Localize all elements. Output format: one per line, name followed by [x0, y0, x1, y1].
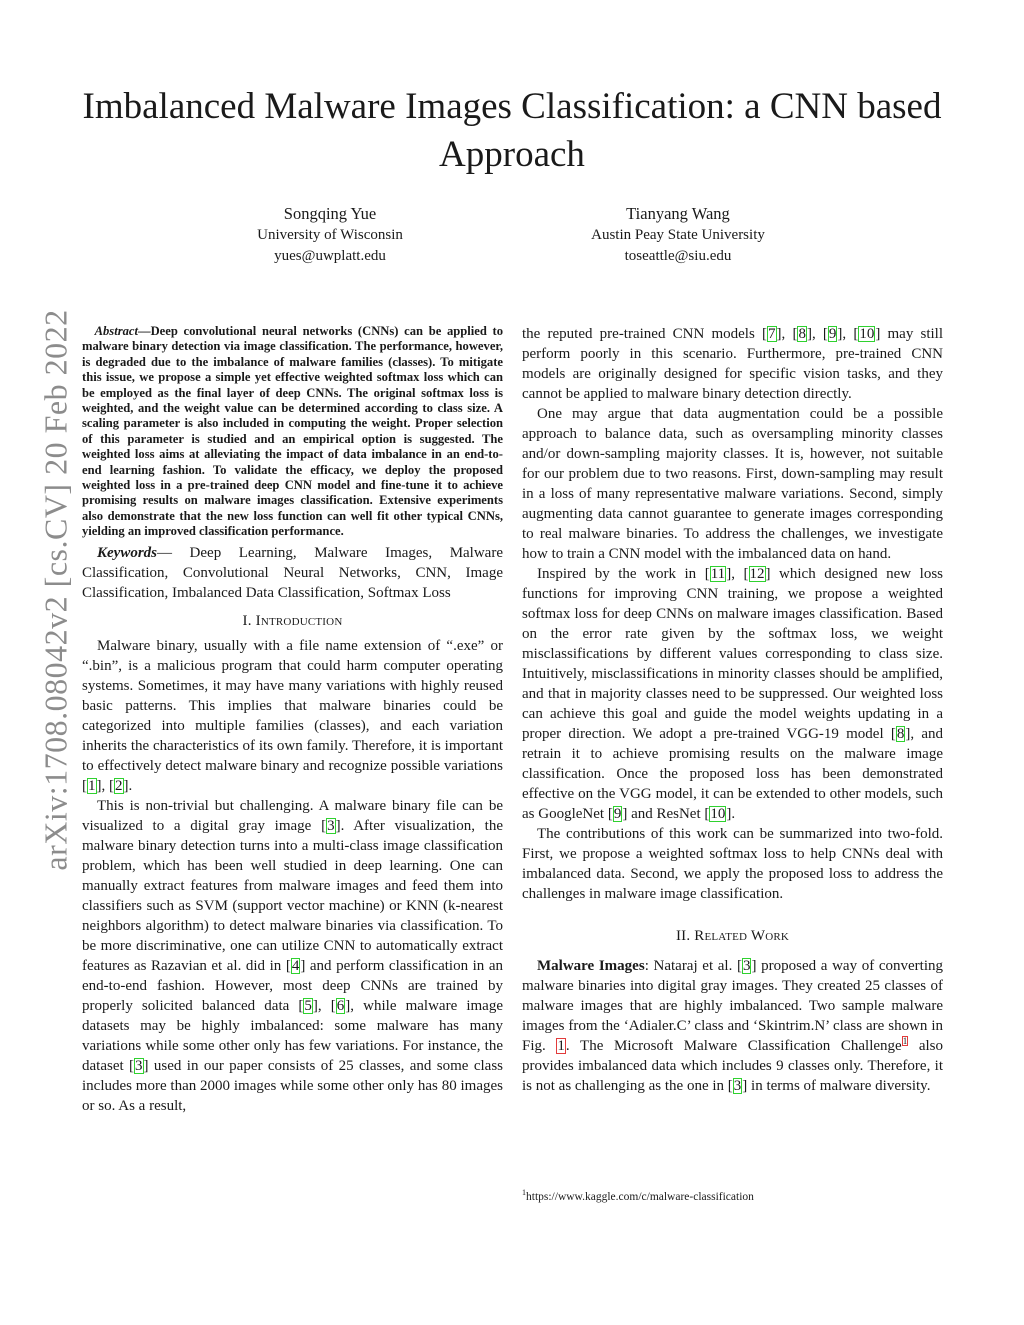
arxiv-identifier: arXiv:1708.08042v2 [cs.CV] 20 Feb 2022 — [37, 309, 74, 871]
author-block-1 — [180, 203, 480, 267]
citation-link[interactable]: 3 — [742, 958, 751, 974]
author-name: Tianyang Wang — [626, 204, 730, 223]
weighted-loss-paragraph: Inspired by the work in [11], [12] which designed new loss functions for improving CNN training, we propose a weighted softmax loss for deep CNNs on malware images classification. Based on the error rate given by the softmax loss, we weight misclassifications by different values corresponding to class size. Intuitively, misclassifications in minority classes should be amplified, and that in majority classes need to be suppressed. Our weighted loss can achieve this goal and guide the model weights updating in a proper direction. We adopt a pre-trained VGG-19 model [8], and retrain it to achieve promising results on the malware image classification. Once the proposed loss has been demonstrated effective on the VGG model, it can be extended to other models, such as GoogleNet [9] and ResNet [10]. — [522, 566, 944, 822]
footnote-url[interactable]: https://www.kaggle.com/c/malware-classification — [526, 1190, 754, 1203]
left-column — [82, 324, 503, 1116]
abstract-label: Abstract — [94, 324, 138, 338]
citation-link[interactable]: 3 — [327, 817, 335, 834]
citation-link[interactable]: 5 — [304, 997, 312, 1014]
citation-link[interactable]: 12 — [749, 566, 765, 582]
citation-link[interactable]: 7 — [768, 326, 776, 342]
abstract-text: —Deep convolutional neural networks (CNNs) can be applied to malware binary detection via image classification. The performance, however, is degraded due to the imbalance of malware families (classes). To mitigate this issue, we propose a simple yet effective weighted softmax loss which can be employed as the final layer of deep CNNs. The original softmax loss is weighted, and the weight value can be determined according to class size. A scaling parameter is also included in computing the weight. Proper selection of this parameter is studied and an empirical option is suggested. The weighted loss aims at alleviating the impact of data imbalance in an end-to-end learning fashion. To validate the efficacy, we deploy the proposed weighted loss in a pre-trained deep CNN model and fine-tune it to achieve promising results on malware images classification. Extensive experiments also demonstrate that the new loss function can well fit other typical CNNs, yielding an improved classification performance. — [82, 324, 503, 539]
citation-link[interactable]: 8 — [896, 726, 905, 742]
keywords-label: Keywords — [97, 544, 157, 561]
paper-title: Imbalanced Malware Images Classification: a CNN based Approach — [82, 86, 942, 175]
keywords — [82, 543, 503, 603]
section-heading-introduction: I. Introduction — [242, 612, 343, 629]
citation-link[interactable]: 6 — [336, 997, 345, 1014]
citation-link[interactable]: 2 — [115, 777, 123, 794]
citation-link[interactable]: 10 — [859, 326, 875, 342]
abstract — [82, 324, 503, 540]
paragraph-label: Malware Images — [537, 958, 645, 974]
author-block-2 — [528, 203, 828, 267]
citation-link[interactable]: 11 — [710, 566, 726, 582]
citation-link[interactable]: 10 — [710, 806, 726, 822]
intro-paragraph-2: This is non-trivial but challenging. A malware binary file can be visualized to a digital gray image [3]. After visualization, the malware binary detection turns into a multi-class image classification problem, which has been well studied in deep learning. One can manually extract features from malware images and feed them into classifiers such as SVM (support vector machine) or KNN (k-nearest neighbors algorithm) to detect malware binaries via classification. To be more discriminative, one can utilize CNN to automatically extract features as Razavian et al. did in [4] and perform classification in an end-to-end fashion. However, most deep CNNs are trained by properly solicited balanced data [5], [6], while malware image datasets may be highly imbalanced: some malware has many variations while some other only has few variations. For instance, the dataset [3] used in our paper consists of 25 classes, and some class includes more than 2000 images while some other only has 80 images or so. As a result, — [82, 797, 503, 1114]
author-email: toseattle@siu.edu — [624, 248, 732, 264]
citation-link[interactable]: 9 — [828, 326, 837, 342]
author-affiliation: University of Wisconsin — [257, 227, 403, 243]
footnote-mark: 1 — [522, 1188, 526, 1197]
keywords-text: — Deep Learning, Malware Images, Malware Classification, Convolutional Neural Networks, CNN, Image Classification, Imbalanced Data Classification, Softmax Loss — [82, 544, 503, 601]
citation-link[interactable]: 9 — [613, 806, 622, 822]
author-affiliation: Austin Peay State University — [591, 227, 765, 243]
figure-reference-link[interactable]: 1 — [557, 1038, 565, 1054]
citation-link[interactable]: 1 — [88, 777, 96, 794]
citation-link[interactable]: 4 — [291, 957, 300, 974]
citation-link[interactable]: 3 — [135, 1057, 143, 1074]
contributions-paragraph: The contributions of this work can be summarized into two-fold. First, we propose a weighted softmax loss to help CNNs deal with imbalanced data. Second, we apply the proposed loss to address the challenges in malware image classification. — [522, 826, 943, 902]
data-augmentation-paragraph: One may argue that data augmentation could be a possible approach to balance data, such as oversampling minority classes and/or down-sampling majority classes. It is, however, not suitable for our problem due to two reasons. First, down-sampling may result in a loss of many representative malware variations. Second, simply augmenting data cannot guarantee to generate images corresponding to real malware binaries. To address the challenges, we investigate how to train a CNN model with the imbalanced data on hand. — [522, 406, 943, 562]
intro-paragraph-1: Malware binary, usually with a file name extension of “.exe” or “.bin”, is a malicious program that could harm computer operating systems. Sometimes, it may have many variations with highly reused basic patterns. This implies that malware binaries could be categorized into multiple families (classes), and each variation inherits the characteristics of its own family. Therefore, it is important to effectively detect malware binary and recognize possible variations [1], [2]. — [82, 637, 503, 794]
right-column — [522, 324, 943, 1096]
intro-continued-paragraph: the reputed pre-trained CNN models [7], [8], [9], [10] may still perform poorly in this scenario. Furthermore, pre-trained CNN models are originally designed for specific vision tasks, and they cannot be applied to malware binary detection directly. — [522, 326, 944, 402]
malware-images-paragraph: Malware Images: Nataraj et al. [3] proposed a way of converting malware binaries into digital gray images. They created 25 classes of malware images that are highly imbalanced. Two sample malware images from the ‘Adialer.C’ class and ‘Skintrim.N’ class are shown in Fig. 1. The Microsoft Malware Classification Challenge$^1$ also provides imbalanced data which includes 9 classes only. Therefore, it is not as challenging as the one in [3] in terms of malware diversity. — [522, 958, 943, 1094]
author-name: Songqing Yue — [283, 204, 377, 223]
section-heading-related-work: II. Related Work — [675, 928, 790, 944]
footnote-marker-link[interactable]: 1 — [902, 1036, 908, 1046]
citation-link[interactable]: 8 — [798, 326, 806, 342]
footnote — [522, 1186, 943, 1204]
author-email: yues@uwplatt.edu — [274, 248, 386, 264]
citation-link[interactable]: 3 — [733, 1078, 742, 1094]
